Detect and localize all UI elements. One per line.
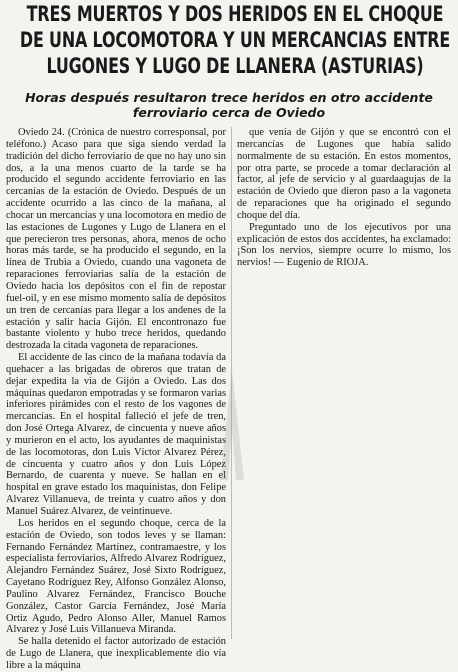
paragraph: El accidente de las cinco de la mañana todavía da quehacer a las brigadas de obreros que tratan de dejar expedita la vía de Gijón a Oviedo. Las dos máquinas quedaron empotradas y se formaron varias inferiores pirámides con el resto de los vagones de mercancías. En el hospital falleció el jefe de tren, don José Ortega Alvarez, de cincuenta y nueve años y murieron en el acto, los ayudantes de maquinistas de las locomotoras, don Luis Víctor Alvarez Pérez, de cincuenta y cuatro años y don Luis López Bernardo, de cuarenta y nueve. Se hallan en el hospital en grave estado los maquinistas, don Felipe Alvarez Villanueva, de treinta y cuatro años y don Manuel Suárez Alvarez, de veintinueve. <box>6 352 226 517</box>
paragraph: Oviedo 24. (Crónica de nuestro corresponsal, por teléfono.) Acaso para que siga siendo verdad la tradición del dicho ferroviario de que no hay uno sin dos, a la una menos cuarto de la tarde se ha producido el segundo accidente ferroviario en las cercanías de la estación de Oviedo. Después de un accidente ocurrido a las cinco de la mañana, al chocar un mercancías y una locomotora en medio de las estaciones de Lugones y Lugo de Llanera en el que perecieron tres personas, ahora, menos de ocho horas más tarde, se ha producido el segundo, en la línea de Trubia a Oviedo, cuando una vagoneta de reparaciones ferroviarias salía de la estación de Oviedo hacia los depósitos con el fin de repostar fuel-oil, y en ese mismo momento salía de depósitos un tren de cercanías para llegar a los andenes de la estación y salir hacia Gijón. El encontronazo fue bastante violento y hubo trece heridos, quedando destrozada la citada vagoneta de reparaciones. <box>6 127 226 352</box>
article-column-left <box>6 127 226 672</box>
headline: TRES MUERTOS Y DOS HERIDOS EN EL CHOQUE DE UNA LOCOMOTORA Y UN MERCANCIAS ENTRE LUGONES Y LUGO DE LLANERA (ASTURIAS) <box>19 2 451 79</box>
watermark-logo <box>210 370 254 480</box>
paragraph: Preguntado uno de los ejecutivos por una explicación de estos dos accidentes, ha exclamado: ¡Son los nervios, siempre ocurre lo mismo, los nervios! — Eugenio de RIOJA. <box>237 221 451 269</box>
paragraph: Los heridos en el segundo choque, cerca de la estación de Oviedo, son todos leves y se llaman: Fernando Fernández Martínez, contramaestre, y los especialista ferroviarios, Alfredo Alvarez Rodríguez, Alejandro Fernández Suárez, José Sixto Rodríguez, Cayetano Rodríguez Rey, Alfonso González Alonso, Paulino Alvarez Fernández, Francisco Bouche González, Castor García Fernández, José María Ortiz Agudo, Pedro Alonso Aller, Manuel Ramos Alvarez y José Luis Villanueva Miranda. <box>6 517 226 636</box>
subheadline: Horas después resultaron trece heridos en otro accidente ferroviario cerca de Oviedo <box>25 90 433 120</box>
paragraph: Se halla detenido el factor autorizado de estación de Lugo de Llanera, que inexplicablemente dio vía libre a la máquina <box>6 636 226 671</box>
paragraph: que venía de Gijón y que se encontró con el mercancías de Lugones que había salido normalmente de su estación. En estos momentos, por otra parte, se procede a tomar declaración al factor, al jefe de servicio y al guardaagujas de la estación de Oviedo que dieron paso a la vagoneta de reparaciones que ha originado el segundo choque del día. <box>237 127 451 221</box>
article-column-right <box>237 127 451 269</box>
